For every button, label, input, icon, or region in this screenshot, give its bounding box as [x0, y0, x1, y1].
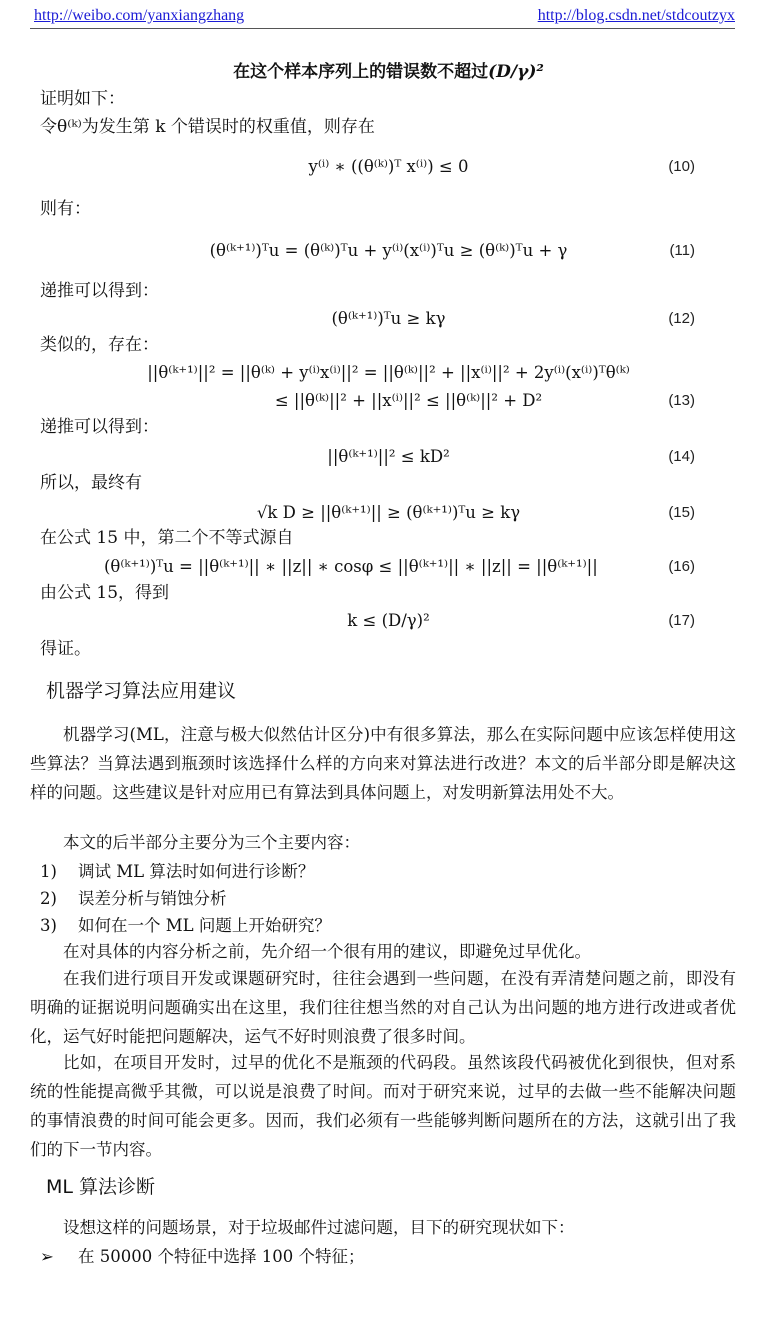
equation-10-expr: y⁽ⁱ⁾ ∗ ((θ⁽ᵏ⁾)ᵀ x⁽ⁱ⁾) ≤ 0	[308, 157, 469, 176]
list-item-number: 2)	[40, 889, 57, 908]
equation-16-expr: (θ⁽ᵏ⁺¹⁾)ᵀu = ||θ⁽ᵏ⁺¹⁾|| ∗ ||z|| ∗ cosφ ≤ ||θ⁽ᵏ⁺¹⁾|| ∗ ||z|| = ||θ⁽ᵏ⁺¹⁾||	[104, 557, 598, 576]
page-header	[30, 6, 735, 29]
list-item-text: 误差分析与销蚀分析	[78, 889, 227, 908]
equation-17	[0, 606, 777, 636]
equation-12-number: (12)	[668, 310, 695, 327]
equation-17-expr: k ≤ (D/γ)²	[347, 611, 430, 630]
equation-12	[0, 304, 777, 334]
list-item-number: 3)	[40, 916, 57, 935]
paragraph-example: 比如，在项目开发时，过早的优化不是瓶颈的代码段。虽然该段代码被优化到很快，但对系统的性能提高微乎其微，可以说是浪费了时间。而对于研究来说，过早的去做一些不能解决问题的事情浪费的时间可能会更多。因而，我们必须有一些能够判断问题所在的方法，这就引出了我们的下一节内容。	[30, 1053, 736, 1159]
equation-16	[0, 552, 777, 582]
bullet-item-text: 在 50000 个特征中选择 100 个特征；	[78, 1247, 365, 1266]
equation-17-number: (17)	[668, 612, 695, 629]
section-heading-ml-diagnosis: ML 算法诊断	[46, 1176, 156, 1198]
equation-14	[0, 442, 777, 472]
similar-line: 类似的，存在：	[40, 335, 159, 355]
then-line: 则有：	[40, 199, 91, 219]
weibo-link[interactable]: http://weibo.com/yanxiangzhang	[34, 7, 245, 24]
equation-13	[0, 386, 777, 416]
theorem-title-text: 在这个样本序列上的错误数不超过	[233, 62, 489, 82]
in15-line: 在公式 15 中，第二个不等式源自	[40, 528, 294, 548]
equation-13-line-1	[0, 358, 777, 388]
equation-10-number: (10)	[668, 158, 695, 175]
list-item	[40, 857, 314, 886]
equation-11-number: (11)	[669, 242, 695, 259]
recurse-line-1: 递推可以得到：	[40, 281, 159, 301]
equation-10	[0, 152, 777, 182]
blog-link[interactable]: http://blog.csdn.net/stdcoutzyx	[537, 7, 735, 24]
so-line: 所以，最终有	[40, 473, 142, 493]
equation-12-expr: (θ⁽ᵏ⁺¹⁾)ᵀu ≥ kγ	[331, 309, 446, 328]
let-statement: 令θ⁽ᵏ⁾为发生第 k 个错误时的权重值，则存在	[40, 117, 375, 137]
list-item-text: 调试 ML 算法时如何进行诊断？	[78, 862, 315, 881]
arrow-bullet-icon: ➢	[40, 1247, 54, 1266]
equation-15-number: (15)	[668, 504, 695, 521]
equation-15	[0, 498, 777, 528]
bullet-item	[40, 1242, 364, 1271]
proved-line: 得证。	[40, 639, 91, 659]
proof-intro: 证明如下：	[40, 89, 125, 109]
paragraph-spam-scenario: 设想这样的问题场景，对于垃圾邮件过滤问题，目下的研究现状如下：	[63, 1218, 575, 1237]
equation-11	[0, 236, 777, 266]
from15-line: 由公式 15，得到	[40, 583, 170, 603]
theorem-title	[0, 58, 777, 86]
section-heading-ml-advice: 机器学习算法应用建议	[46, 680, 237, 702]
paragraph-ml-intro: 机器学习(ML，注意与极大似然估计区分)中有很多算法，那么在实际问题中应该怎样使用这些算法？当算法遇到瓶颈时该选择什么样的方向来对算法进行改进？本文的后半部分即是解决这样的问题。这些建议是针对应用已有算法到具体问题上，对发明新算法用处不大。	[30, 725, 736, 802]
equation-11-expr: (θ⁽ᵏ⁺¹⁾)ᵀu = (θ⁽ᵏ⁾)ᵀu + y⁽ⁱ⁾(x⁽ⁱ⁾)ᵀu ≥ (θ⁽ᵏ⁾)ᵀu + γ	[209, 241, 568, 260]
list-item	[40, 884, 227, 913]
list-item-number: 1)	[40, 862, 57, 881]
paragraph-premature-optimization: 在对具体的内容分析之前，先介绍一个很有用的建议，即避免过早优化。	[63, 942, 591, 961]
paragraph-project-problems: 在我们进行项目开发或课题研究时，往往会遇到一些问题，在没有弄清楚问题之前，即没有明确的证据说明问题确实出在这里，我们往往想当然的对自己认为出问题的地方进行改进或者优化，运气好时能把问题解决，运气不好时则浪费了很多时间。	[30, 969, 736, 1046]
equation-14-expr: ||θ⁽ᵏ⁺¹⁾||² ≤ kD²	[327, 447, 450, 466]
equation-14-number: (14)	[668, 448, 695, 465]
paragraph-three-parts: 本文的后半部分主要分为三个主要内容：	[63, 833, 360, 852]
recurse-line-2: 递推可以得到：	[40, 417, 159, 437]
list-item-text: 如何在一个 ML 问题上开始研究？	[78, 916, 331, 935]
equation-13b-expr: ≤ ||θ⁽ᵏ⁾||² + ||x⁽ⁱ⁾||² ≤ ||θ⁽ᵏ⁾||² + D²	[274, 391, 543, 410]
equation-13-number: (13)	[668, 392, 695, 409]
equation-15-expr: √k D ≥ ||θ⁽ᵏ⁺¹⁾|| ≥ (θ⁽ᵏ⁺¹⁾)ᵀu ≥ kγ	[256, 503, 521, 522]
equation-13a-expr: ||θ⁽ᵏ⁺¹⁾||² = ||θ⁽ᵏ⁾ + y⁽ⁱ⁾x⁽ⁱ⁾||² = ||θ⁽ᵏ⁾||² + ||x⁽ⁱ⁾||² + 2y⁽ⁱ⁾(x⁽ⁱ⁾)ᵀθ⁽ᵏ⁾	[147, 363, 630, 382]
list-item	[40, 911, 331, 940]
equation-16-number: (16)	[668, 558, 695, 575]
theorem-title-math: (D/γ)²	[488, 62, 544, 82]
